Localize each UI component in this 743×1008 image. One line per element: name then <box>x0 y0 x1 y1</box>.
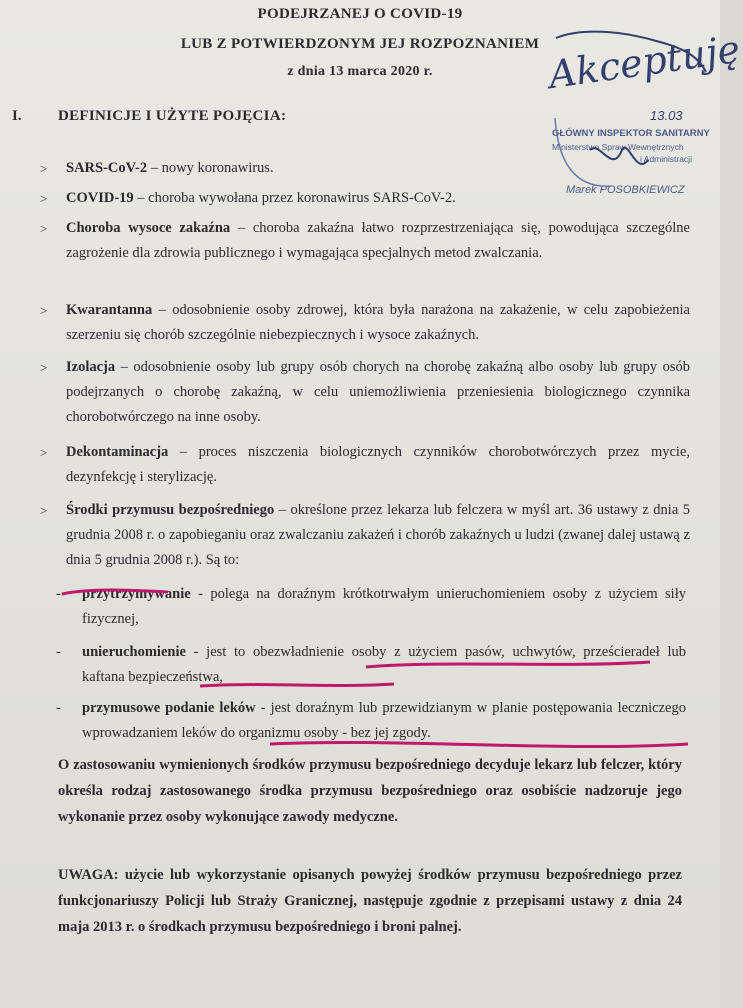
dash-marker: - <box>56 700 61 716</box>
definition-text: – proces niszczenia biologicznych czynników chorobotwórczych przez mycie, dezynfekcję i sterylizację. <box>66 444 690 485</box>
handwritten-date: 13.03 <box>650 108 683 123</box>
bullet-marker: > <box>40 191 48 206</box>
stamp-ministry-cont: i Administracji <box>640 154 692 164</box>
measure-text: - jest doraźnym lub przewidzianym w planie postępowania leczniczego wprowadzaniem leków do organizmu osoby - bez jej zgody. <box>82 700 686 741</box>
definition-term: Środki przymusu bezpośredniego <box>66 502 275 518</box>
definition-item <box>40 186 690 211</box>
bullet-marker: > <box>40 303 48 318</box>
definition-item <box>40 298 690 348</box>
document-header-line1: PODEJRZANEJ O COVID-19 <box>257 6 463 22</box>
definition-term: Kwarantanna <box>66 302 153 318</box>
note-paragraph: UWAGA: użycie lub wykorzystanie opisanych powyżej środków przymusu bezpośredniego przez funkcjonariuszy Policji lub Straży Granicznej, następuje zgodnie z przepisami ustawy z dnia 24 maja 2013 r. o środkach przymusu bezpośredniego i broni palnej. <box>58 867 682 935</box>
dash-marker: - <box>56 644 61 660</box>
bullet-marker: > <box>40 161 48 176</box>
measure-item <box>56 640 686 690</box>
definition-text: – choroba wywołana przez koronawirus SARS-CoV-2. <box>133 190 456 206</box>
definition-text: – odosobnienie osoby zdrowej, która była narażona na zakażenie, w celu zapobieżenia szerzeniu się chorób szczególnie niebezpiecznych i wysoce zakaźnych. <box>66 302 690 343</box>
stamp-signatory: Marek POSOBKIEWICZ <box>566 184 685 196</box>
measure-item <box>56 582 686 632</box>
definition-text: – choroba zakaźna łatwo rozprzestrzeniająca się, powodująca szczególne zagrożenie dla zdrowia publicznego i wymagająca specjalnych metod zwalczania. <box>66 220 690 261</box>
definition-item <box>40 440 690 490</box>
document-date: z dnia 13 marca 2020 r. <box>287 64 433 79</box>
section-number: I. <box>12 108 22 124</box>
bullet-marker: > <box>40 503 48 518</box>
measure-text: - polega na doraźnym krótkotrwałym unieruchomieniem osoby z użyciem siły fizycznej, <box>82 586 686 627</box>
measure-term: przytrzymywanie <box>82 586 191 602</box>
measure-text: - jest to obezwładnienie osoby z użyciem pasów, uchwytów, prześcieradeł lub kaftana bezpieczeństwa, <box>82 644 686 685</box>
document-header-line2: LUB Z POTWIERDZONYM JEJ ROZPOZNANIEM <box>180 36 540 52</box>
dash-marker: - <box>56 586 61 602</box>
definition-term: Choroba wysoce zakaźna <box>66 220 231 236</box>
bullet-marker: > <box>40 360 48 375</box>
definition-item <box>40 355 690 430</box>
definition-term: Dekontaminacja <box>66 444 169 460</box>
stamp-ministry: Ministerstwo Spraw Wewnętrznych <box>552 142 684 152</box>
section-title: DEFINICJE I UŻYTE POJĘCIA: <box>58 108 287 124</box>
bullet-marker: > <box>40 221 48 236</box>
definition-text: – odosobnienie osoby lub grupy osób chorych na chorobę zakaźną albo osoby lub grupy osób podejrzanych o chorobę zakaźną, w celu uniemożliwienia przeniesienia biologicznego czynnika chorobotwórczego na inne osoby. <box>66 359 690 425</box>
stamp-title: GŁÓWNY INSPEKTOR SANITARNY <box>552 128 710 139</box>
definition-item <box>40 156 690 181</box>
measure-item <box>56 696 686 746</box>
definition-item <box>40 216 690 266</box>
handwritten-acceptance: Akceptuję <box>545 26 743 98</box>
definition-term: Izolacja <box>66 359 116 375</box>
measure-term: przymusowe podanie leków <box>82 700 256 716</box>
definition-term: COVID-19 <box>66 190 134 206</box>
definition-item <box>40 498 690 573</box>
measure-term: unieruchomienie <box>82 644 186 660</box>
decision-paragraph: O zastosowaniu wymienionych środków przymusu bezpośredniego decyduje lekarz lub felczer, który określa rodzaj zastosowanego środka przymusu bezpośredniego oraz osobiście nadzoruje jego wykonanie przez osoby wykonujące zawody medyczne. <box>58 757 682 825</box>
definition-text: – nowy koronawirus. <box>147 160 274 176</box>
definition-text: – określone przez lekarza lub felczera w myśl art. 36 ustawy z dnia 5 grudnia 2008 r. o zapobieganiu oraz zwalczaniu zakażeń i chorób zakaźnych u ludzi (zwanej dalej ustawą z dnia 5 grudnia 2008 r.). Są to: <box>66 502 690 568</box>
definition-term: SARS-CoV-2 <box>66 160 148 176</box>
bullet-marker: > <box>40 445 48 460</box>
